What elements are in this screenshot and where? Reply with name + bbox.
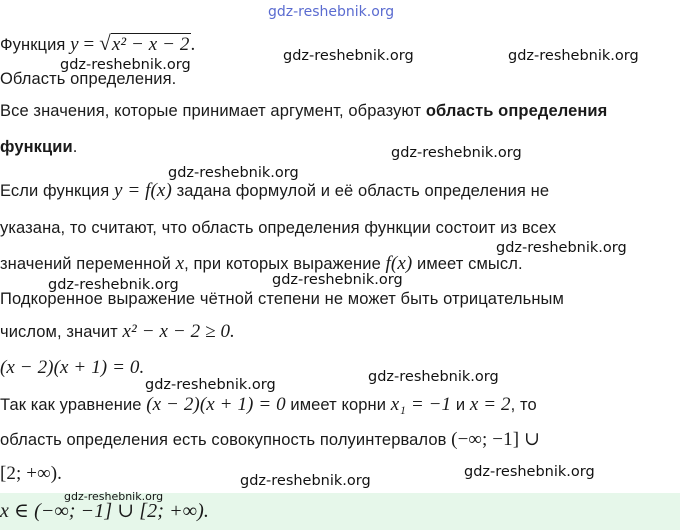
function-y: y <box>70 34 79 55</box>
answer-math: x ∈ (−∞; −1] ∪ [2; +∞). <box>0 500 209 522</box>
root-1: x₁ = −1 <box>390 394 452 415</box>
definition-bold-2: функции <box>0 138 73 156</box>
definition-bold: область определения <box>425 102 608 120</box>
roots-math: (x − 2)(x + 1) = 0 <box>146 394 286 415</box>
radical-sign: √ <box>99 31 111 55</box>
domain-math: (−∞; −1] ∪ <box>451 429 541 450</box>
roots-text: и <box>451 396 470 414</box>
domain-line-1 <box>0 428 540 452</box>
function-period: . <box>190 34 196 55</box>
definition-text: Все значения, которые принимает аргумент, образуют <box>0 102 426 120</box>
answer-line <box>0 499 209 524</box>
watermark: gdz-reshebnik.org <box>145 377 276 393</box>
watermark: gdz-reshebnik.org <box>283 48 414 64</box>
definition-end: . <box>72 138 78 156</box>
inequality-math: x² − x − 2 ≥ 0. <box>122 321 235 342</box>
equation-math: (x − 2)(x + 1) = 0. <box>0 357 145 378</box>
watermark: gdz-reshebnik.org <box>272 272 403 288</box>
roots-text: , то <box>510 396 537 414</box>
inequality-text: числом, значит <box>0 323 123 341</box>
rule-text: Если функция <box>0 182 114 200</box>
rule-line-2: указана, то считают, что область определения функции состоит из всех <box>0 219 557 237</box>
rule-text: задана формулой и её область определения не <box>171 182 550 200</box>
watermark: gdz-reshebnik.org <box>64 490 164 503</box>
definition-line-2 <box>0 135 77 159</box>
watermark-top: gdz-reshebnik.org <box>268 4 395 20</box>
rule-line-1 <box>0 179 549 203</box>
sqrt-expression <box>99 31 190 57</box>
rule-math: x <box>175 253 185 274</box>
function-label: Функция <box>0 36 66 54</box>
domain-heading: Область определения. <box>0 70 177 88</box>
watermark: gdz-reshebnik.org <box>368 369 499 385</box>
definition-line-1 <box>0 99 607 123</box>
rule-line-3 <box>0 252 523 276</box>
watermark: gdz-reshebnik.org <box>240 473 371 489</box>
roots-text: Так как уравнение <box>0 396 147 414</box>
watermark: gdz-reshebnik.org <box>508 48 639 64</box>
watermark: gdz-reshebnik.org <box>391 145 522 161</box>
watermark: gdz-reshebnik.org <box>496 240 627 256</box>
watermark: gdz-reshebnik.org <box>168 165 299 181</box>
root-2: x = 2 <box>469 394 511 415</box>
roots-line <box>0 393 537 417</box>
watermark: gdz-reshebnik.org <box>48 277 179 293</box>
roots-text: имеет корни <box>285 396 391 414</box>
watermark: gdz-reshebnik.org <box>60 57 191 73</box>
domain-math-2: [2; +∞). <box>0 463 62 484</box>
inequality-line <box>0 320 235 344</box>
rule-text: , при которых выражение <box>184 255 386 273</box>
domain-text: область определения есть совокупность полуинтервалов <box>0 431 452 449</box>
domain-line-2 <box>0 462 62 486</box>
function-line <box>0 31 195 57</box>
radicand: x² − x − 2 <box>111 34 190 55</box>
rule-math: y = f(x) <box>113 180 172 201</box>
rule-text: значений переменной <box>0 255 176 273</box>
rule-text: имеет смысл. <box>412 255 523 273</box>
rule-math: f(x) <box>385 253 413 274</box>
equation-line <box>0 356 144 380</box>
function-eq: = <box>78 34 100 55</box>
radicand-line: Подкоренное выражение чётной степени не может быть отрицательным <box>0 290 564 308</box>
watermark: gdz-reshebnik.org <box>464 464 595 480</box>
